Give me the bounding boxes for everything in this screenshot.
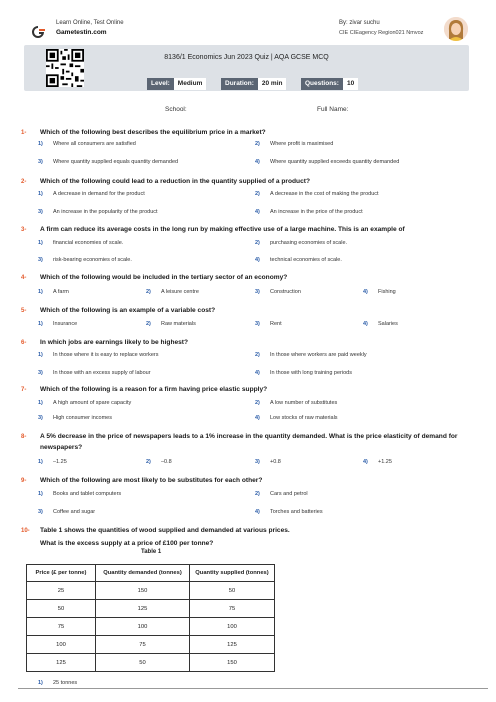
quiz-banner [24,45,469,91]
option-number[interactable]: 2) [146,321,151,327]
table-cell: 75 [96,636,190,654]
option-number[interactable]: 4) [255,370,260,376]
table-cell: 75 [27,618,96,636]
option-number[interactable]: 2) [255,240,260,246]
table-cell: 150 [190,654,275,672]
option-number[interactable]: 1) [38,352,43,358]
option-text[interactable]: Low stocks of raw materials [270,415,338,421]
option-text[interactable]: High consumer incomes [53,415,112,421]
option-number[interactable]: 3) [38,415,43,421]
data-table [26,564,275,672]
option-text[interactable]: Rent [270,321,282,327]
option-text[interactable]: An increase in the popularity of the product [53,209,158,215]
duration-label: Duration: [221,78,258,90]
option-number[interactable]: 2) [255,352,260,358]
option-text[interactable]: purchasing economies of scale. [270,240,348,246]
author-org: CIE CIEagency Region021 Nmvoz [339,30,424,36]
option-number[interactable]: 3) [38,209,43,215]
table-cell: 150 [96,582,190,600]
table-row [27,618,275,636]
option-text[interactable]: Where profit is maximised [270,141,334,147]
option-text[interactable]: +1.25 [378,459,392,465]
option-number[interactable]: 4) [363,321,368,327]
option-number[interactable]: 4) [255,159,260,165]
table-cell: 125 [190,636,275,654]
option-text[interactable]: Where quantity supplied exceeds quantity demanded [270,159,400,165]
level-meta [147,72,206,87]
option-text[interactable]: Salaries [378,321,398,327]
option-number[interactable]: 2) [255,491,260,497]
table-header-row [27,565,275,582]
option-number[interactable]: 1) [38,400,43,406]
questions-label: Questions: [301,78,343,90]
option-text[interactable]: risk-bearing economies of scale. [53,257,132,263]
option-text[interactable]: Fishing [378,289,396,295]
option-number[interactable]: 1) [38,459,43,465]
option-number[interactable]: 2) [255,191,260,197]
duration-value: 20 min [258,78,287,90]
author-name: By: zivar suchu [339,20,380,26]
option-number[interactable]: 4) [255,509,260,515]
option-text[interactable]: In those where it is easy to replace workers [53,352,159,358]
question-number: 1- [21,130,27,136]
table-cell: 50 [190,582,275,600]
question-number: 4- [21,275,27,281]
question-text: Which of the following could lead to a reduction in the quantity supplied of a product? [40,178,310,185]
questions-meta [301,72,358,87]
option-number[interactable]: 1) [38,240,43,246]
option-number[interactable]: 3) [38,509,43,515]
option-text[interactable]: A high amount of spare capacity [53,400,132,406]
option-number[interactable]: 3) [38,159,43,165]
option-number[interactable]: 3) [255,289,260,295]
option-text[interactable]: A low number of substitutes [270,400,338,406]
school-label: School: [165,106,187,113]
question-number: 7- [21,387,27,393]
option-text[interactable]: A farm [53,289,69,295]
option-number[interactable]: 1) [38,680,43,686]
question-text: Which of the following best describes the equilibrium price in a market? [40,129,266,136]
question-number: 10- [21,528,30,534]
questions-value: 10 [343,78,358,90]
table-header-cell: Quantity demanded (tonnes) [96,565,190,582]
table-cell: 75 [190,600,275,618]
option-number[interactable]: 3) [38,257,43,263]
option-text[interactable]: –1.25 [53,459,67,465]
option-text[interactable]: In those where workers are paid weekly [270,352,367,358]
page-header [0,0,496,44]
question-text: Which of the following is an example of a variable cost? [40,307,216,314]
avatar [444,17,468,41]
question-number: 8- [21,434,27,440]
question-text: Which of the following is a reason for a firm having price elastic supply? [40,386,268,393]
page-bottom-divider [18,688,488,689]
question-number: 3- [21,227,27,233]
table-title: Table 1 [141,549,162,555]
table-cell: 100 [190,618,275,636]
option-text[interactable]: An increase in the price of the product [270,209,363,215]
option-number[interactable]: 3) [38,370,43,376]
option-text[interactable]: Coffee and sugar [53,509,96,515]
table-row [27,636,275,654]
option-text[interactable]: Cars and petrol [270,491,308,497]
question-text: A firm can reduce its average costs in the long run by making effective use of a large machine. This is an example of [40,226,405,233]
option-text[interactable]: In those with an excess supply of labour [53,370,151,376]
table-cell: 100 [27,636,96,654]
quiz-title: 8136/1 Economics Jun 2023 Quiz | AQA GCSE MCQ [164,54,329,61]
table-row [27,600,275,618]
question-text: Which of the following are most likely to be substitutes for each other? [40,477,263,484]
question-number: 2- [21,179,27,185]
option-text[interactable]: Books and tablet computers [53,491,122,497]
option-number[interactable]: 1) [38,491,43,497]
level-value: Medium [174,78,207,90]
option-number[interactable]: 3) [255,459,260,465]
brand-site[interactable]: Gametestin.com [56,29,107,36]
avatar-portrait-icon [444,17,468,41]
table-cell: 125 [27,654,96,672]
fullname-label: Full Name: [317,106,349,113]
option-text[interactable]: A decrease in the cost of making the product [270,191,379,197]
option-number[interactable]: 4) [255,209,260,215]
option-number[interactable]: 2) [255,141,260,147]
option-number[interactable]: 4) [255,257,260,263]
gametestin-logo-icon [30,25,46,38]
option-text[interactable]: A leisure centre [161,289,199,295]
question-text: Which of the following would be included in the tertiary sector of an economy? [40,274,288,281]
table-cell: 50 [27,600,96,618]
option-text[interactable]: Where quantity supplied equals quantity demanded [53,159,179,165]
duration-meta [221,72,286,87]
table-header-cell: Quantity supplied (tonnes) [190,565,275,582]
option-text[interactable]: Raw materials [161,321,196,327]
option-text[interactable]: +0.8 [270,459,281,465]
question-text: A 5% decrease in the price of newspapers leads to a 1% increase in the quantity demanded. What is the price elasticity of demand for newspapers? [40,433,458,451]
table-cell: 100 [96,618,190,636]
question-number: 9- [21,478,27,484]
option-number[interactable]: 1) [38,141,43,147]
level-label: Level: [147,78,174,90]
option-text[interactable]: Insurance [53,321,78,327]
option-text[interactable]: A decrease in demand for the product [53,191,145,197]
option-number[interactable]: 4) [363,289,368,295]
option-text[interactable]: Torches and batteries [270,509,323,515]
table-header-cell: Price (£ per tonne) [27,565,96,582]
table-cell: 25 [27,582,96,600]
option-text[interactable]: In those with long training periods [270,370,352,376]
table-row [27,654,275,672]
question-subtext: What is the excess supply at a price of £100 per tonne? [40,540,214,547]
option-text[interactable]: technical economies of scale. [270,257,342,263]
option-number[interactable]: 1) [38,321,43,327]
option-number[interactable]: 2) [146,459,151,465]
question-text: Table 1 shows the quantities of wood supplied and demanded at various prices. [40,527,290,534]
option-number[interactable]: 2) [255,400,260,406]
option-number[interactable]: 4) [363,459,368,465]
table-row [27,582,275,600]
question-number: 6- [21,340,27,346]
option-number[interactable]: 4) [255,415,260,421]
option-number[interactable]: 3) [255,321,260,327]
option-text[interactable]: 25 tonnes [53,680,78,686]
option-number[interactable]: 1) [38,289,43,295]
brand-tagline: Learn Online, Test Online [56,20,124,26]
option-text[interactable]: Where all consumers are satisfied [53,141,136,147]
table-cell: 125 [96,600,190,618]
question-number: 5- [21,308,27,314]
question-text: In which jobs are earnings likely to be highest? [40,339,189,346]
table-cell: 50 [96,654,190,672]
option-number[interactable]: 2) [146,289,151,295]
option-text[interactable]: financial economies of scale. [53,240,124,246]
option-number[interactable]: 1) [38,191,43,197]
option-text[interactable]: –0.8 [161,459,172,465]
option-text[interactable]: Construction [270,289,301,295]
